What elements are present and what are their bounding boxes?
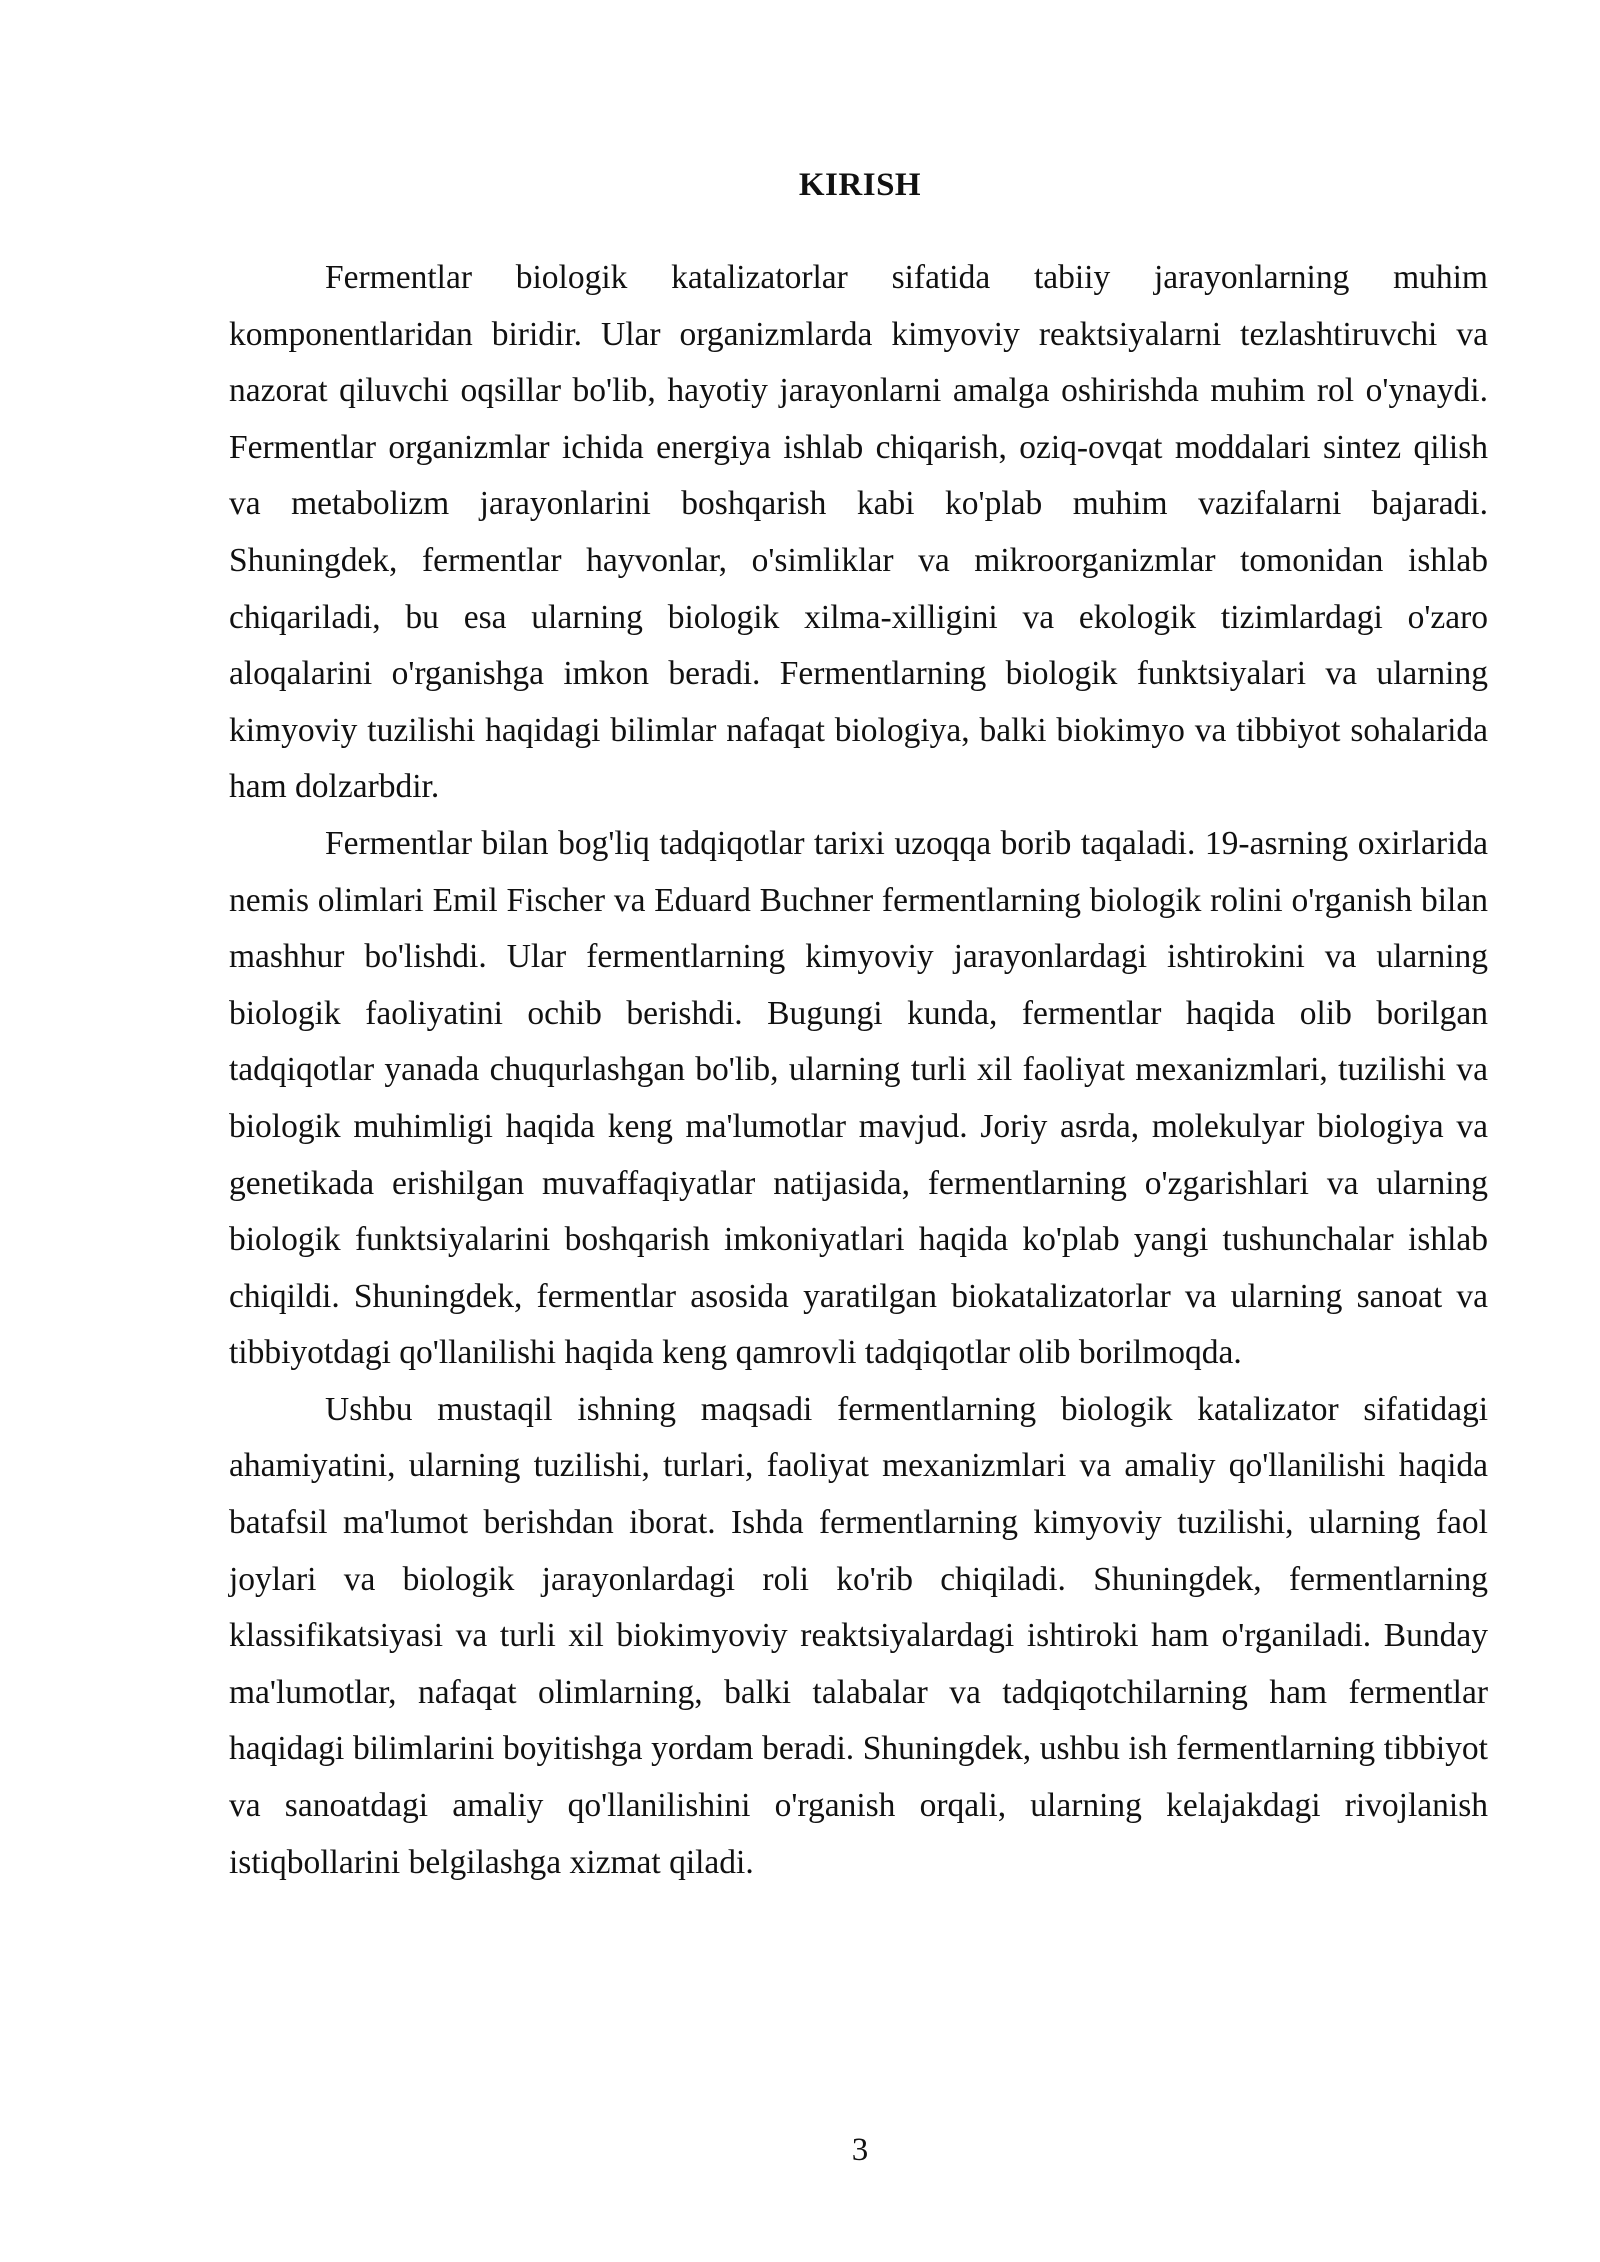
body-text — [229, 250, 1488, 1891]
page-title: KIRISH — [798, 167, 922, 203]
paragraph-1: Fermentlar biologik katalizatorlar sifatida tabiiy jarayonlarning muhim komponentlaridan biridir. Ular organizmlarda kimyoviy reaktsiyalarni tezlashtiruvchi va nazorat qiluvchi oqsillar bo'lib, hayotiy jarayonlarni amalga oshirishda muhim rol o'ynaydi. Fermentlar organizmlar ichida energiya ishlab chiqarish, oziq-ovqat moddalari sintez qilish va metabolizm jarayonlarini boshqarish kabi ko'plab muhim vazifalarni bajaradi. Shuningdek, fermentlar hayvonlar, o'simliklar va mikroorganizmlar tomonidan ishlab chiqariladi, bu esa ularning biologik xilma-xilligini va ekologik tizimlardagi o'zaro aloqalarini o'rganishga imkon beradi. Fermentlarning biologik funktsiyalari va ularning kimyoviy tuzilishi haqidagi bilimlar nafaqat biologiya, balki biokimyo va tibbiyot sohalarida ham dolzarbdir. — [229, 259, 1488, 806]
paragraph-3: Ushbu mustaqil ishning maqsadi fermentlarning biologik katalizator sifatidagi ahamiyatini, ularning tuzilishi, turlari, faoliyat mexanizmlari va amaliy qo'llanilishi haqida batafsil ma'lumot berishdan iborat. Ishda fermentlarning kimyoviy tuzilishi, ularning faol joylari va biologik jarayonlardagi roli ko'rib chiqiladi. Shuningdek, fermentlarning klassifikatsiyasi va turli xil biokimyoviy reaktsiyalardagi ishtiroki ham o'rganiladi. Bunday ma'lumotlar, nafaqat olimlarning, balki talabalar va tadqiqotchilarning ham fermentlar haqidagi bilimlarini boyitishga yordam beradi. Shuningdek, ushbu ish fermentlarning tibbiyot va sanoatdagi amaliy qo'llanilishini o'rganish orqali, ularning kelajakdagi rivojlanish istiqbollarini belgilashga xizmat qiladi. — [229, 1390, 1488, 1881]
paragraph-2: Fermentlar bilan bog'liq tadqiqotlar tarixi uzoqqa borib taqaladi. 19-asrning oxirlarida nemis olimlari Emil Fischer va Eduard Buchner fermentlarning biologik rolini o'rganish bilan mashhur bo'lishdi. Ular fermentlarning kimyoviy jarayonlardagi ishtirokini va ularning biologik faoliyatini ochib berishdi. Bugungi kunda, fermentlar haqida olib borilgan tadqiqotlar yanada chuqurlashgan bo'lib, ularning turli xil faoliyat mexanizmlari, tuzilishi va biologik muhimligi haqida keng ma'lumotlar mavjud. Joriy asrda, molekulyar biologiya va genetikada erishilgan muvaffaqiyatlar natijasida, fermentlarning o'zgarishlari va ularning biologik funktsiyalarini boshqarish imkoniyatlari haqida ko'plab yangi tushunchalar ishlab chiqildi. Shuningdek, fermentlar asosida yaratilgan biokatalizatorlar va ularning sanoat va tibbiyotdagi qo'llanilishi haqida keng qamrovli tadqiqotlar olib borilmoqda. — [229, 824, 1488, 1372]
page-number: 3 — [851, 2132, 869, 2168]
